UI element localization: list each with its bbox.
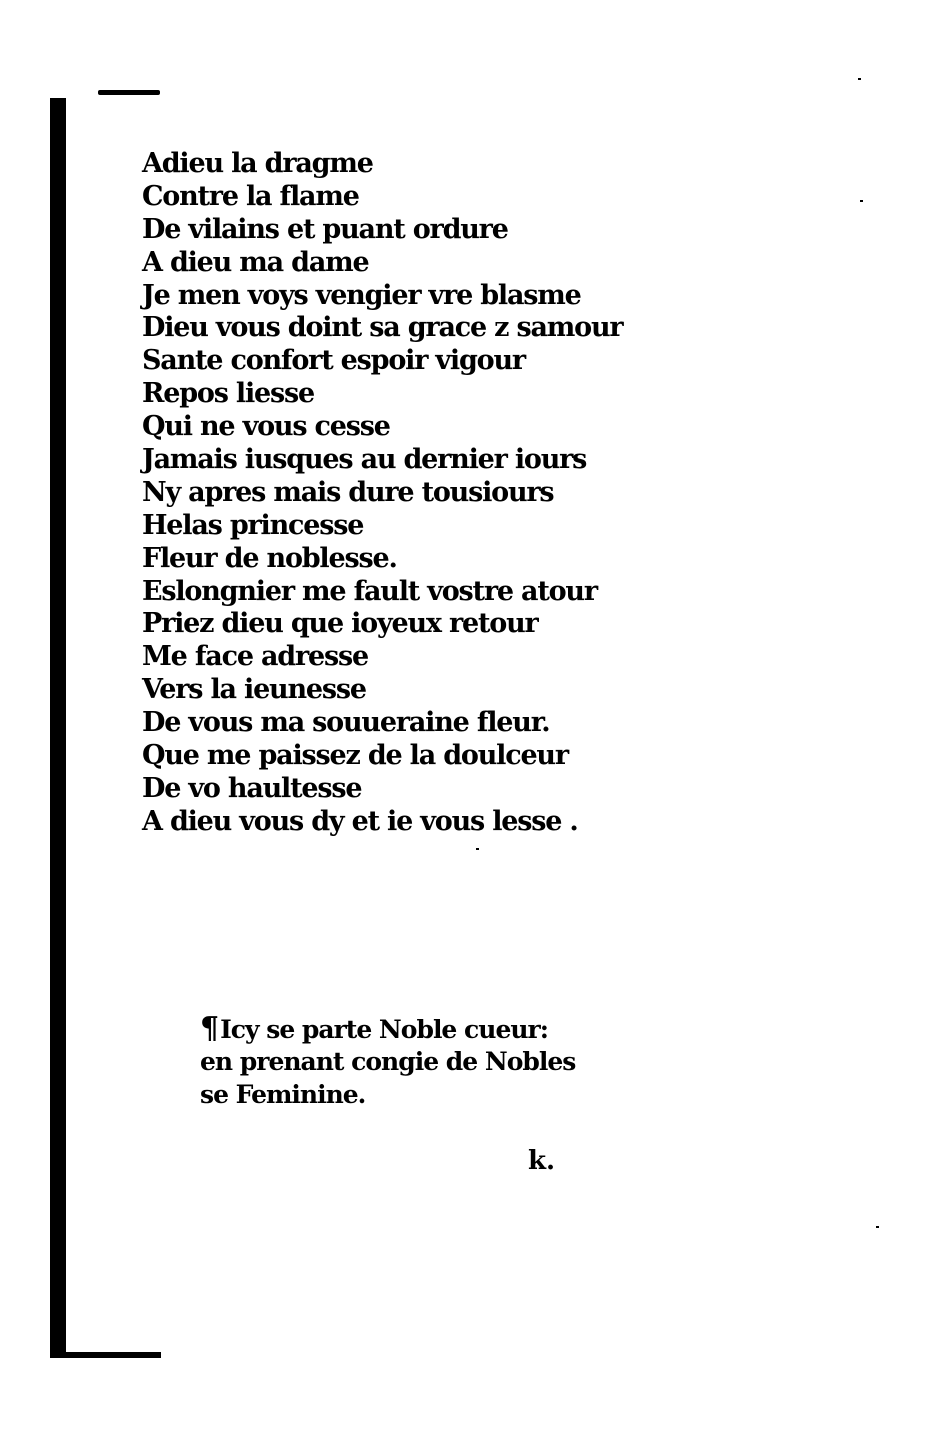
binding-bottom-mark: [50, 1352, 161, 1358]
rubric-line: se Feminine.: [200, 1080, 366, 1109]
ink-speck: [860, 200, 863, 202]
pilcrow-mark: ¶: [200, 1011, 219, 1046]
binding-top-small-mark: [50, 98, 66, 103]
verse-line: Dieu vous doint sa grace z samour: [142, 312, 623, 344]
verse-line: De vilains et puant ordure: [142, 213, 508, 245]
binding-edge: [50, 100, 66, 1356]
verse-text: [142, 148, 623, 839]
verse-line: De vo haultesse: [142, 772, 362, 804]
rubric-line-text: Icy se parte Noble cueur:: [220, 1015, 548, 1044]
rubric-line: en prenant congie de Nobles: [200, 1047, 576, 1076]
verse-line: Priez dieu que ioyeux retour: [142, 608, 538, 640]
ink-speck: [858, 78, 861, 80]
verse-line: Contre la flame: [142, 180, 359, 212]
ink-speck: [876, 1226, 879, 1228]
verse-line: De vous ma souueraine fleur.: [142, 707, 550, 739]
verse-line: A dieu ma dame: [142, 246, 369, 278]
verse-line: Ny apres mais dure tousiours: [142, 476, 554, 508]
verse-line: Qui ne vous cesse: [142, 411, 390, 443]
verse-line: Jamais iusques au dernier iours: [142, 444, 587, 476]
signature-mark: k.: [528, 1146, 556, 1176]
verse-line: Sante confort espoir vigour: [142, 345, 525, 377]
ink-speck: [476, 848, 479, 850]
verse-line: Repos liesse: [142, 378, 314, 410]
verse-line: A dieu vous dy et ie vous lesse .: [142, 805, 578, 837]
verse-line: Que me paissez de la doulceur: [142, 740, 568, 772]
verse-line: Vers la ieunesse: [142, 674, 366, 706]
verse-line: Je men voys vengier vre blasme: [142, 279, 581, 311]
rubric-line: [200, 1012, 580, 1045]
verse-line: Eslongnier me fault vostre atour: [142, 575, 597, 607]
verse-line: Adieu la dragme: [142, 148, 373, 179]
binding-top-mark: [98, 90, 160, 95]
verse-line: Fleur de noblesse.: [142, 542, 397, 574]
rubric-note: [200, 1012, 580, 1111]
verse-line: Me face adresse: [142, 641, 368, 673]
verse-line: Helas princesse: [142, 509, 364, 541]
